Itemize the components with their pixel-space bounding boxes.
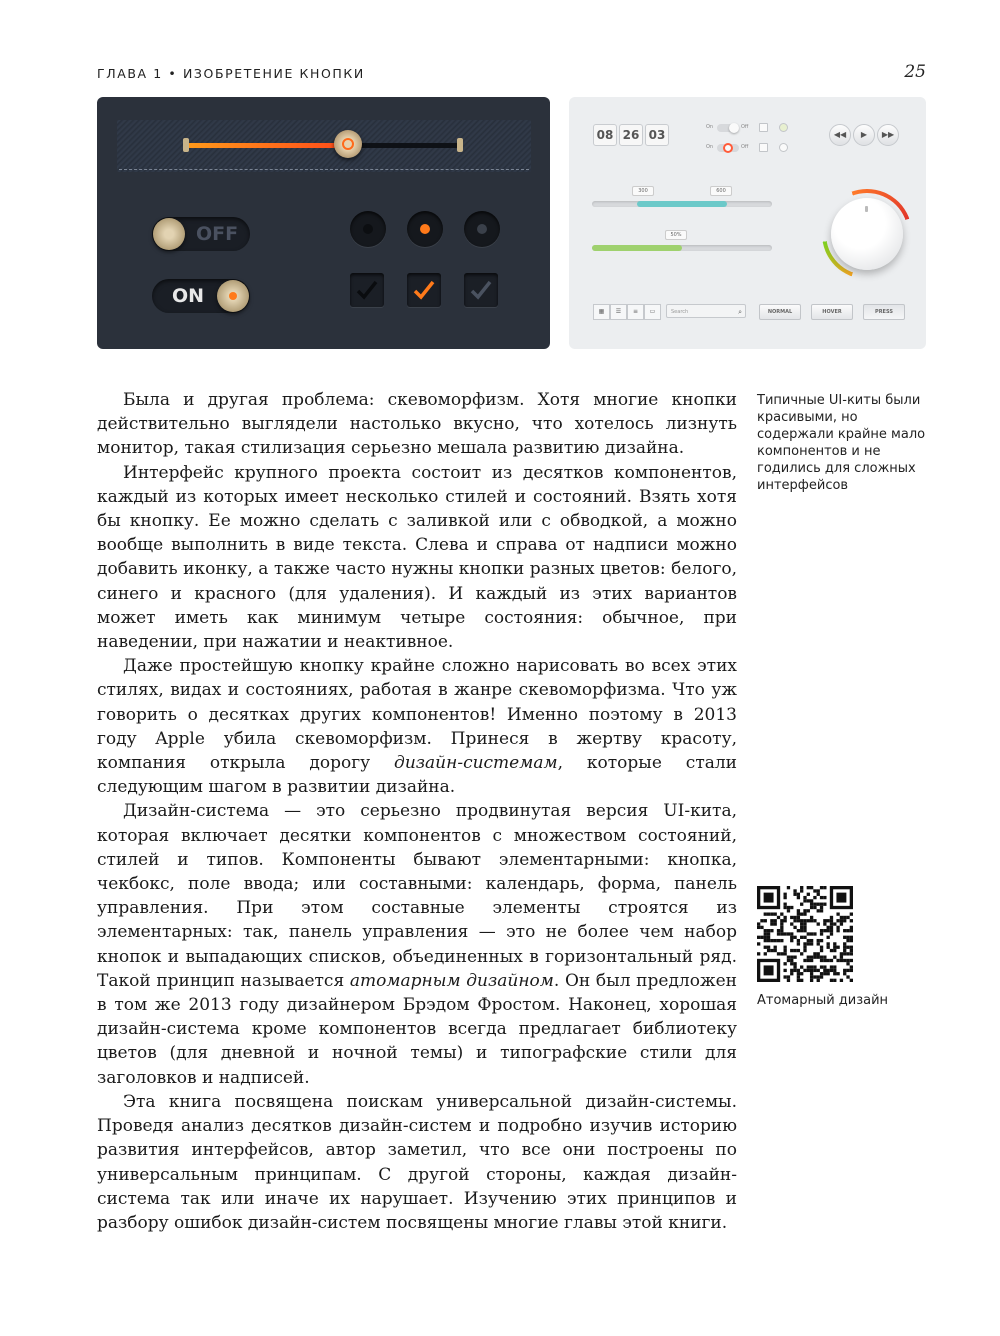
mini-switch[interactable] [717, 124, 739, 132]
play-button[interactable]: ▶ [853, 124, 875, 146]
mini-checkbox-checked[interactable] [759, 143, 768, 152]
flip-clock [593, 124, 669, 146]
page-number: 25 [904, 62, 926, 82]
emphasis-design-systems: дизайн-системам [394, 753, 558, 774]
media-player [829, 124, 899, 146]
mini-switch-2[interactable] [717, 144, 739, 152]
normal-button[interactable]: NORMAL [759, 304, 801, 320]
search-placeholder: Search [671, 309, 689, 315]
mini-checkbox[interactable] [759, 123, 768, 132]
radio-disabled[interactable] [464, 211, 500, 247]
progress-fill [592, 245, 682, 251]
search-input[interactable] [666, 304, 746, 318]
radio-off[interactable] [350, 211, 386, 247]
range-fill [637, 201, 727, 207]
grid-icon[interactable]: ▦ [593, 304, 610, 320]
press-button[interactable]: PRESS [863, 304, 905, 320]
clock-minutes: 26 [619, 124, 643, 146]
range-max-tag: 600 [710, 186, 732, 196]
paragraph-1: Была и другая проблема: скевоморфизм. Хотя многие кнопки действительно выглядели настолько вкусно, что хотелось лизнуть монитор, такая стилизация серьезно мешала развитию дизайна. [97, 390, 737, 459]
checkbox-grey[interactable] [464, 273, 498, 307]
paragraph-5: Эта книга посвящена поискам универсальной дизайн-системы. Проведя анализ десятков дизайн-систем и подробно изучив историю развития интерфейсов, автор заметил, что все они построены по универсальным принципам. С другой стороны, каждая дизайн-система так или иначе их нарушает. Изучению этих принципов и разбору ошибок дизайн-систем посвящены многие главы этой книги. [97, 1091, 737, 1233]
body-text [97, 388, 737, 1235]
rewind-button[interactable]: ◀◀ [829, 124, 851, 146]
mini-radio-on[interactable] [779, 123, 788, 132]
switch-off-label: Off [741, 124, 749, 130]
check-icon [412, 278, 436, 302]
check-icon [355, 278, 379, 302]
search-icon: ⌕ [738, 308, 742, 316]
lines-icon[interactable]: ≡ [627, 304, 644, 320]
running-head: ГЛАВА 1 • ИЗОБРЕТЕНИЕ КНОПКИ [97, 66, 365, 81]
slider-fill [187, 143, 347, 148]
toggle-knob [153, 218, 185, 250]
progress-tag: 50% [665, 230, 687, 240]
paragraph-3: Даже простейшую кнопку крайне сложно нарисовать во всех этих стилях, видах и состояниях, работая в жанре скевоморфизма. Что уж говорить о десятках других компонентов! Именно поэтому в 2013 году Apple убила скевоморфизм. Принеся в жертву красоту, компания открыла дорогу дизайн-системам, которые стали следующим шагом в развитии дизайна. [97, 656, 737, 798]
volume-dial[interactable] [831, 198, 903, 270]
clock-hours: 08 [593, 124, 617, 146]
toggle-off[interactable] [152, 217, 250, 251]
progress-bar [592, 245, 772, 251]
slider-right-cap [457, 138, 463, 152]
toggle-off-label: OFF [196, 223, 239, 245]
qr-caption: Атомарный дизайн [757, 993, 889, 1008]
toggle-on-label: ON [172, 285, 205, 307]
toggle-on[interactable] [152, 279, 250, 313]
stitch-line [119, 169, 529, 170]
range-slider[interactable] [592, 201, 772, 207]
mini-radio-off[interactable] [779, 143, 788, 152]
switch-on-label-2: On [706, 144, 714, 150]
toggle-knob [217, 280, 249, 312]
checkbox-orange[interactable] [407, 273, 441, 307]
view-toggle-group [593, 304, 661, 320]
list-icon[interactable]: ☰ [610, 304, 627, 320]
paragraph-2: Интерфейс крупного проекта состоит из десятков компонентов, каждый из которых имеет несколько стилей и состояний. Взять хотя бы кнопку. Ее можно сделать с заливкой или с обводкой, а можно вообще выполнить в виде текста. Слева и справа от надписи можно добавить иконку, а также часто нужны кнопки разных цветов: белого, синего и красного (для удаления). И каждый из этих вариантов может иметь как минимум четыре состояния: обычное, при наведении, при нажатии и неактивное. [97, 462, 737, 653]
qr-code-icon[interactable] [757, 886, 853, 982]
switch-on-label: On [706, 124, 714, 130]
slider-left-cap [183, 138, 189, 152]
dark-ui-kit-image [97, 97, 550, 349]
light-ui-kit-image [569, 97, 926, 349]
switch-off-label-2: Off [741, 144, 749, 150]
clock-seconds: 03 [645, 124, 669, 146]
radio-on[interactable] [407, 211, 443, 247]
paragraph-4: Дизайн-система — это серьезно продвинутая версия UI-кита, которая включает десятки компонентов с множеством состояний, стилей и типов. Компоненты бывают элементарными: кнопка, чекбокс, поле ввода; или составными: календарь, форма, панель управления. При этом составные элементы строятся из элементарных: так, панель управления — это не более чем набор кнопок и выпадающих списков, объединенных в горизонтальный ряд. Такой принцип называется атомарным дизайном. Он был предложен в том же 2013 году дизайнером Брэдом Фростом. Наконец, хорошая дизайн-система кроме компонентов всегда предлагает библиотеку цветов (для дневной и ночной темы) и типографские стили для заголовков и надписей. [97, 801, 737, 1088]
checkbox-dark[interactable] [350, 273, 384, 307]
columns-icon[interactable]: ▭ [644, 304, 661, 320]
range-min-tag: 300 [632, 186, 654, 196]
check-icon [469, 278, 493, 302]
figure-caption: Типичные UI-киты были красивыми, но содержали крайне мало компонентов и не годились для сложных интерфейсов [757, 393, 926, 493]
slider-knob[interactable] [334, 130, 362, 158]
orange-slider[interactable] [187, 143, 462, 148]
fast-forward-button[interactable]: ▶▶ [877, 124, 899, 146]
emphasis-atomic-design: атомарным дизайном [349, 970, 554, 991]
hover-button[interactable]: HOVER [811, 304, 853, 320]
